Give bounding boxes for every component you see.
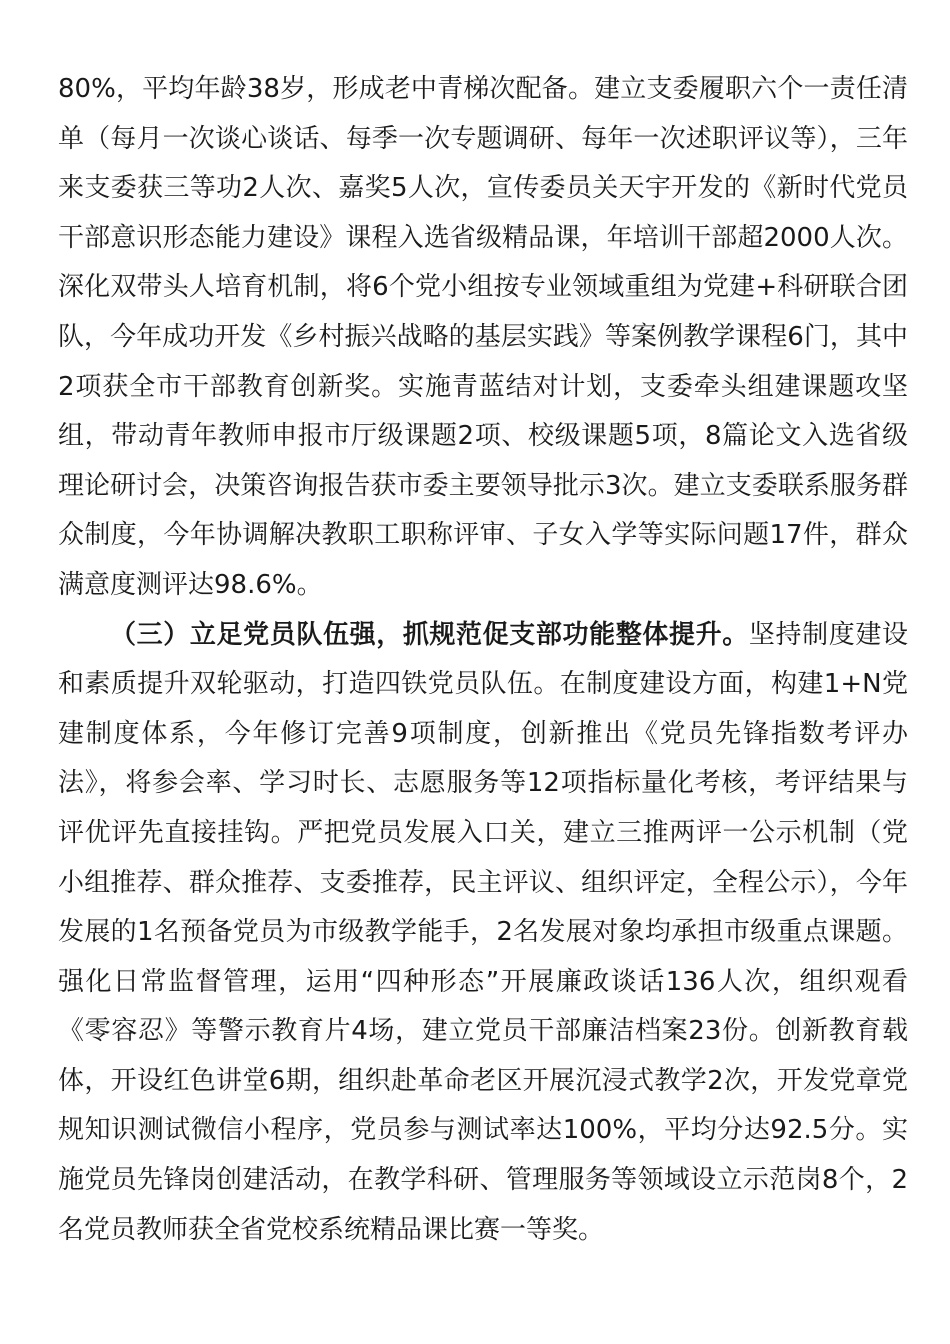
document-page <box>58 65 908 1255</box>
paragraph-continued <box>58 65 908 611</box>
paragraph-section-three <box>58 611 908 1256</box>
section-heading: （三）立足党员队伍强，抓规范促支部功能整体提升。 <box>110 619 749 650</box>
paragraph-body-text: 坚持制度建设和素质提升双轮驱动，打造四铁党员队伍。在制度建设方面，构建1+N党建制度体系，今年修订完善9项制度，创新推出《党员先锋指数考评办法》，将参会率、学习时长、志愿服务等12项指标量化考核，考评结果与评优评先直接挂钩。严把党员发展入口关，建立三推两评一公示机制（党小组推荐、群众推荐、支委推荐，民主评议、组织评定，全程公示），今年发展的1名预备党员为市级教学能手，2名发展对象均承担市级重点课题。强化日常监督管理，运用“四种形态”开展廉政谈话136人次，组织观看《零容忍》等警示教育片4场，建立党员干部廉洁档案23份。创新教育载体，开设红色讲堂6期，组织赴革命老区开展沉浸式教学2次，开发党章党规知识测试微信小程序，党员参与测试率达100%，平均分达92.5分。实施党员先锋岗创建活动，在教学科研、管理服务等领域设立示范岗8个，2名党员教师获全省党校系统精品课比赛一等奖。 <box>58 619 908 1245</box>
paragraph-body-text: 80%，平均年龄38岁，形成老中青梯次配备。建立支委履职六个一责任清单（每月一次谈心谈话、每季一次专题调研、每年一次述职评议等），三年来支委获三等功2人次、嘉奖5人次，宣传委员关天宇开发的《新时代党员干部意识形态能力建设》课程入选省级精品课，年培训干部超2000人次。深化双带头人培育机制，将6个党小组按专业领域重组为党建+科研联合团队，今年成功开发《乡村振兴战略的基层实践》等案例教学课程6门，其中2项获全市干部教育创新奖。实施青蓝结对计划，支委牵头组建课题攻坚组，带动青年教师申报市厅级课题2项、校级课题5项，8篇论文入选省级理论研讨会，决策咨询报告获市委主要领导批示3次。建立支委联系服务群众制度，今年协调解决教职工职称评审、子女入学等实际问题17件，群众满意度测评达98.6%。 <box>58 74 908 600</box>
